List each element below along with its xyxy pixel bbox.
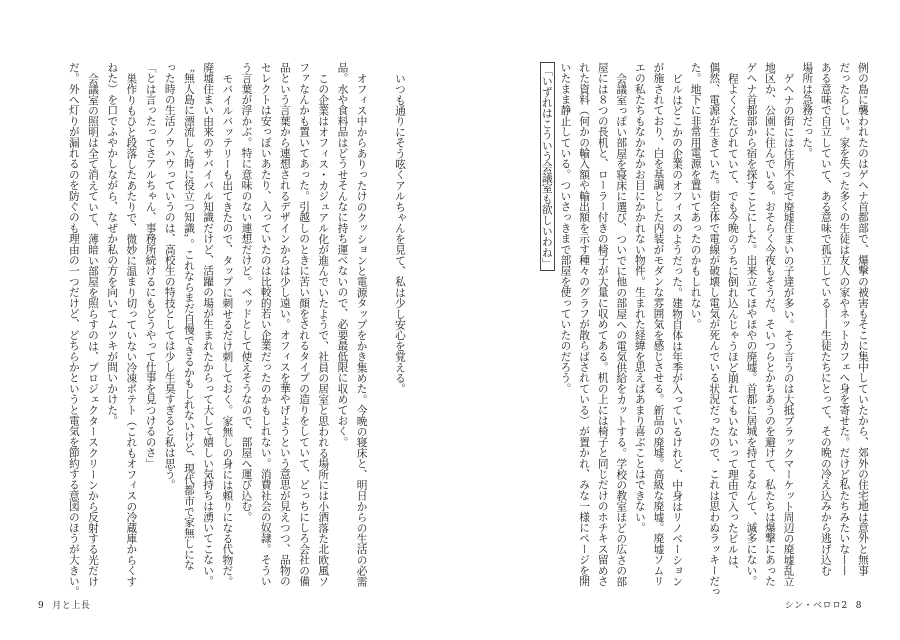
page-number: 8 (855, 601, 862, 611)
text-line: ねた）を口でふやかしながら、なぜか私の方を向いてムツキが問いかけた。 (106, 62, 120, 426)
text-line: 〝無人島に漂流した時に役立つ知識〟。これならまだ自慢できるかもしれないけど、現代都市で家無しにな (182, 62, 196, 571)
highlighted-dialogue: 「いずれはこういう会議室も欲しいわね」 (540, 62, 555, 271)
right-page-footer (785, 598, 862, 611)
text-line: エの私たちもなかなかお目にかかれない物件。生まれた経緯を思えばあまり喜ぶことはできない。 (633, 62, 647, 533)
right-page-body-text (537, 62, 872, 607)
text-line: 会議室の照明は全て消えていて、薄暗い部屋を照らすのは、プロジェクタースクリーンから反射する光だけ (87, 72, 100, 587)
text-line: いたまま静止している。ついさっきまで部屋を使っていたのだろう。 (559, 62, 573, 394)
text-line: 例の島に襲われたのはゲヘナ首都部で、爆撃の被害もそこに集中していたから、郊外の住宅地は意外と無事 (857, 62, 870, 576)
text-line: オフィス中からありったけのクッションと電源タップをかき集めた。今晩の寝床と、明日からの生活の必需 (355, 72, 369, 587)
text-line: 程よくくたびれていて、でも今晩のうちに倒れ込んじゃうほど崩れてもいないって理由で入ったビルは、 (726, 72, 740, 576)
text-line: 品という言葉から連想されるデザインからは少し遠い。オフィスを華やげようという意思が見えつつ、品物の (278, 62, 292, 587)
text-line: ファなんかも置いてあった。引越しのときに苦い顔をされるタイプの造りをしていて、どっちにしろ会社の備 (298, 62, 312, 587)
text-line: た。地下に非常用電源を置いてあったのかもしれない。 (689, 62, 703, 330)
left-page-footer (38, 598, 90, 611)
running-head: シン・ベロロ2 (784, 601, 848, 611)
text-line: モバイルバッテリーも出てきたので、タップに刺せるだけ刺しておく。家無しの身には頼りになる代物だ。 (221, 72, 235, 587)
text-line: れた資料（何かの輸入額や輸出額を示す種々のグラフが散らばされている）が置かれ、みな一様にページを開 (578, 62, 592, 587)
text-line: ビルはどこかの企業のオフィスのようだった。建物自体は年季が入っているけれど、中身はリノベーション (671, 72, 685, 587)
dialogue-line: 「とは言ったってさアルちゃん、事務所続けるにもどうやって仕事を見つけるのさ」 (144, 62, 158, 469)
text-line: 場所は急務だった。 (801, 62, 815, 159)
text-line: 巣作りもひと段落したあたりで、微妙に温まり切っていない冷凍ポテト（これもオフィスの冷蔵庫からくす (125, 72, 139, 587)
text-line: 廃墟住まい由来のサバイバル知識だけど、活躍の場が生まれたからって大して嬉しい気持ちは湧いてこない。 (202, 62, 216, 587)
text-line: う言葉が浮かぶ。特に意味のない連想だけど。ベッドとして使えそうなので、部屋へ運び込む。 (240, 62, 254, 523)
text-line: ゲヘナ首都部から宿を探すことにした。出来立てほやほやの廃墟。首都に居城を持てるなんて、滅多にない。 (745, 62, 759, 587)
text-line: この企業はオフィス・カジュアル化が進んでいたようで、社員の居室と思われる場所には小洒落た北欧風ソ (317, 72, 331, 587)
text-line: セレクトは安っぽいあたり、入っていたのは比較的若い企業だったのかもしれない。消費社会の奴隷。そうい (259, 62, 273, 587)
text-line: が施されており、白を基調とした内装がモダンな雰囲気を感じさせる。新品の廃墟。高級な廃墟。廃墟ソムリ (652, 62, 666, 587)
page-number: 9 (38, 601, 45, 611)
text-line: 地区か、公園に住んでいる。おそらく今夜もそうだ。そいつらとかちあうのを避けて、私たちは爆撃にあった (764, 62, 778, 587)
running-head: 月と上長 (52, 601, 91, 611)
text-line: 屋には８つの長机と、ローラー付きの椅子が大量に収めてある。机の上には椅子と同じだけのホチキス留めさ (596, 62, 610, 587)
left-page-body-text (64, 62, 410, 607)
text-line: 品。水や食料品はどうせそんなに持ち運べないので、必要最低限に収めておく。 (336, 62, 350, 448)
text-line: ある意味で自立していて、ある意味で孤立している——生徒たちにとって、その晩の冷え込みから逃げ込む (819, 62, 833, 576)
dialogue-line (537, 62, 556, 607)
text-line: だったらしい。家を失った多くの生徒は友人の家やネットカフェへ身を寄せた。だけど私たちみたいな—— (838, 62, 852, 576)
text-line: 会議室っぽい部屋を寝床に選び、ついでに他の部屋への電気供給をカットする。学校の教室ほどの広さの部 (615, 72, 629, 587)
text-line: った時の生活ノウハウっていうのは、高校生の特技としては少し生臭すぎると私は思う。 (163, 62, 177, 490)
text-line: 偶然、電源が生きていた。街全体で電線が破壊し電気が死んでいる状況だったので、これは思わぬラッキーだっ (708, 62, 722, 597)
text-line: だ。外へ灯りが漏れるのを防ぐのも理由の一つだけど、どちらかというと電気を節約する意図のほうが大きい。 (67, 62, 81, 597)
blank-line (372, 62, 391, 607)
text-line: ゲヘナの街には住所不定で廃墟住まいの子達が多い。そう言うのは大抵ブラックマーケット周辺の廃墟乱立 (782, 72, 796, 587)
text-line: いつも通りにそう呟くアルちゃんを見て、私は少し安心を覚える。 (394, 72, 407, 394)
right-page (450, 0, 900, 640)
